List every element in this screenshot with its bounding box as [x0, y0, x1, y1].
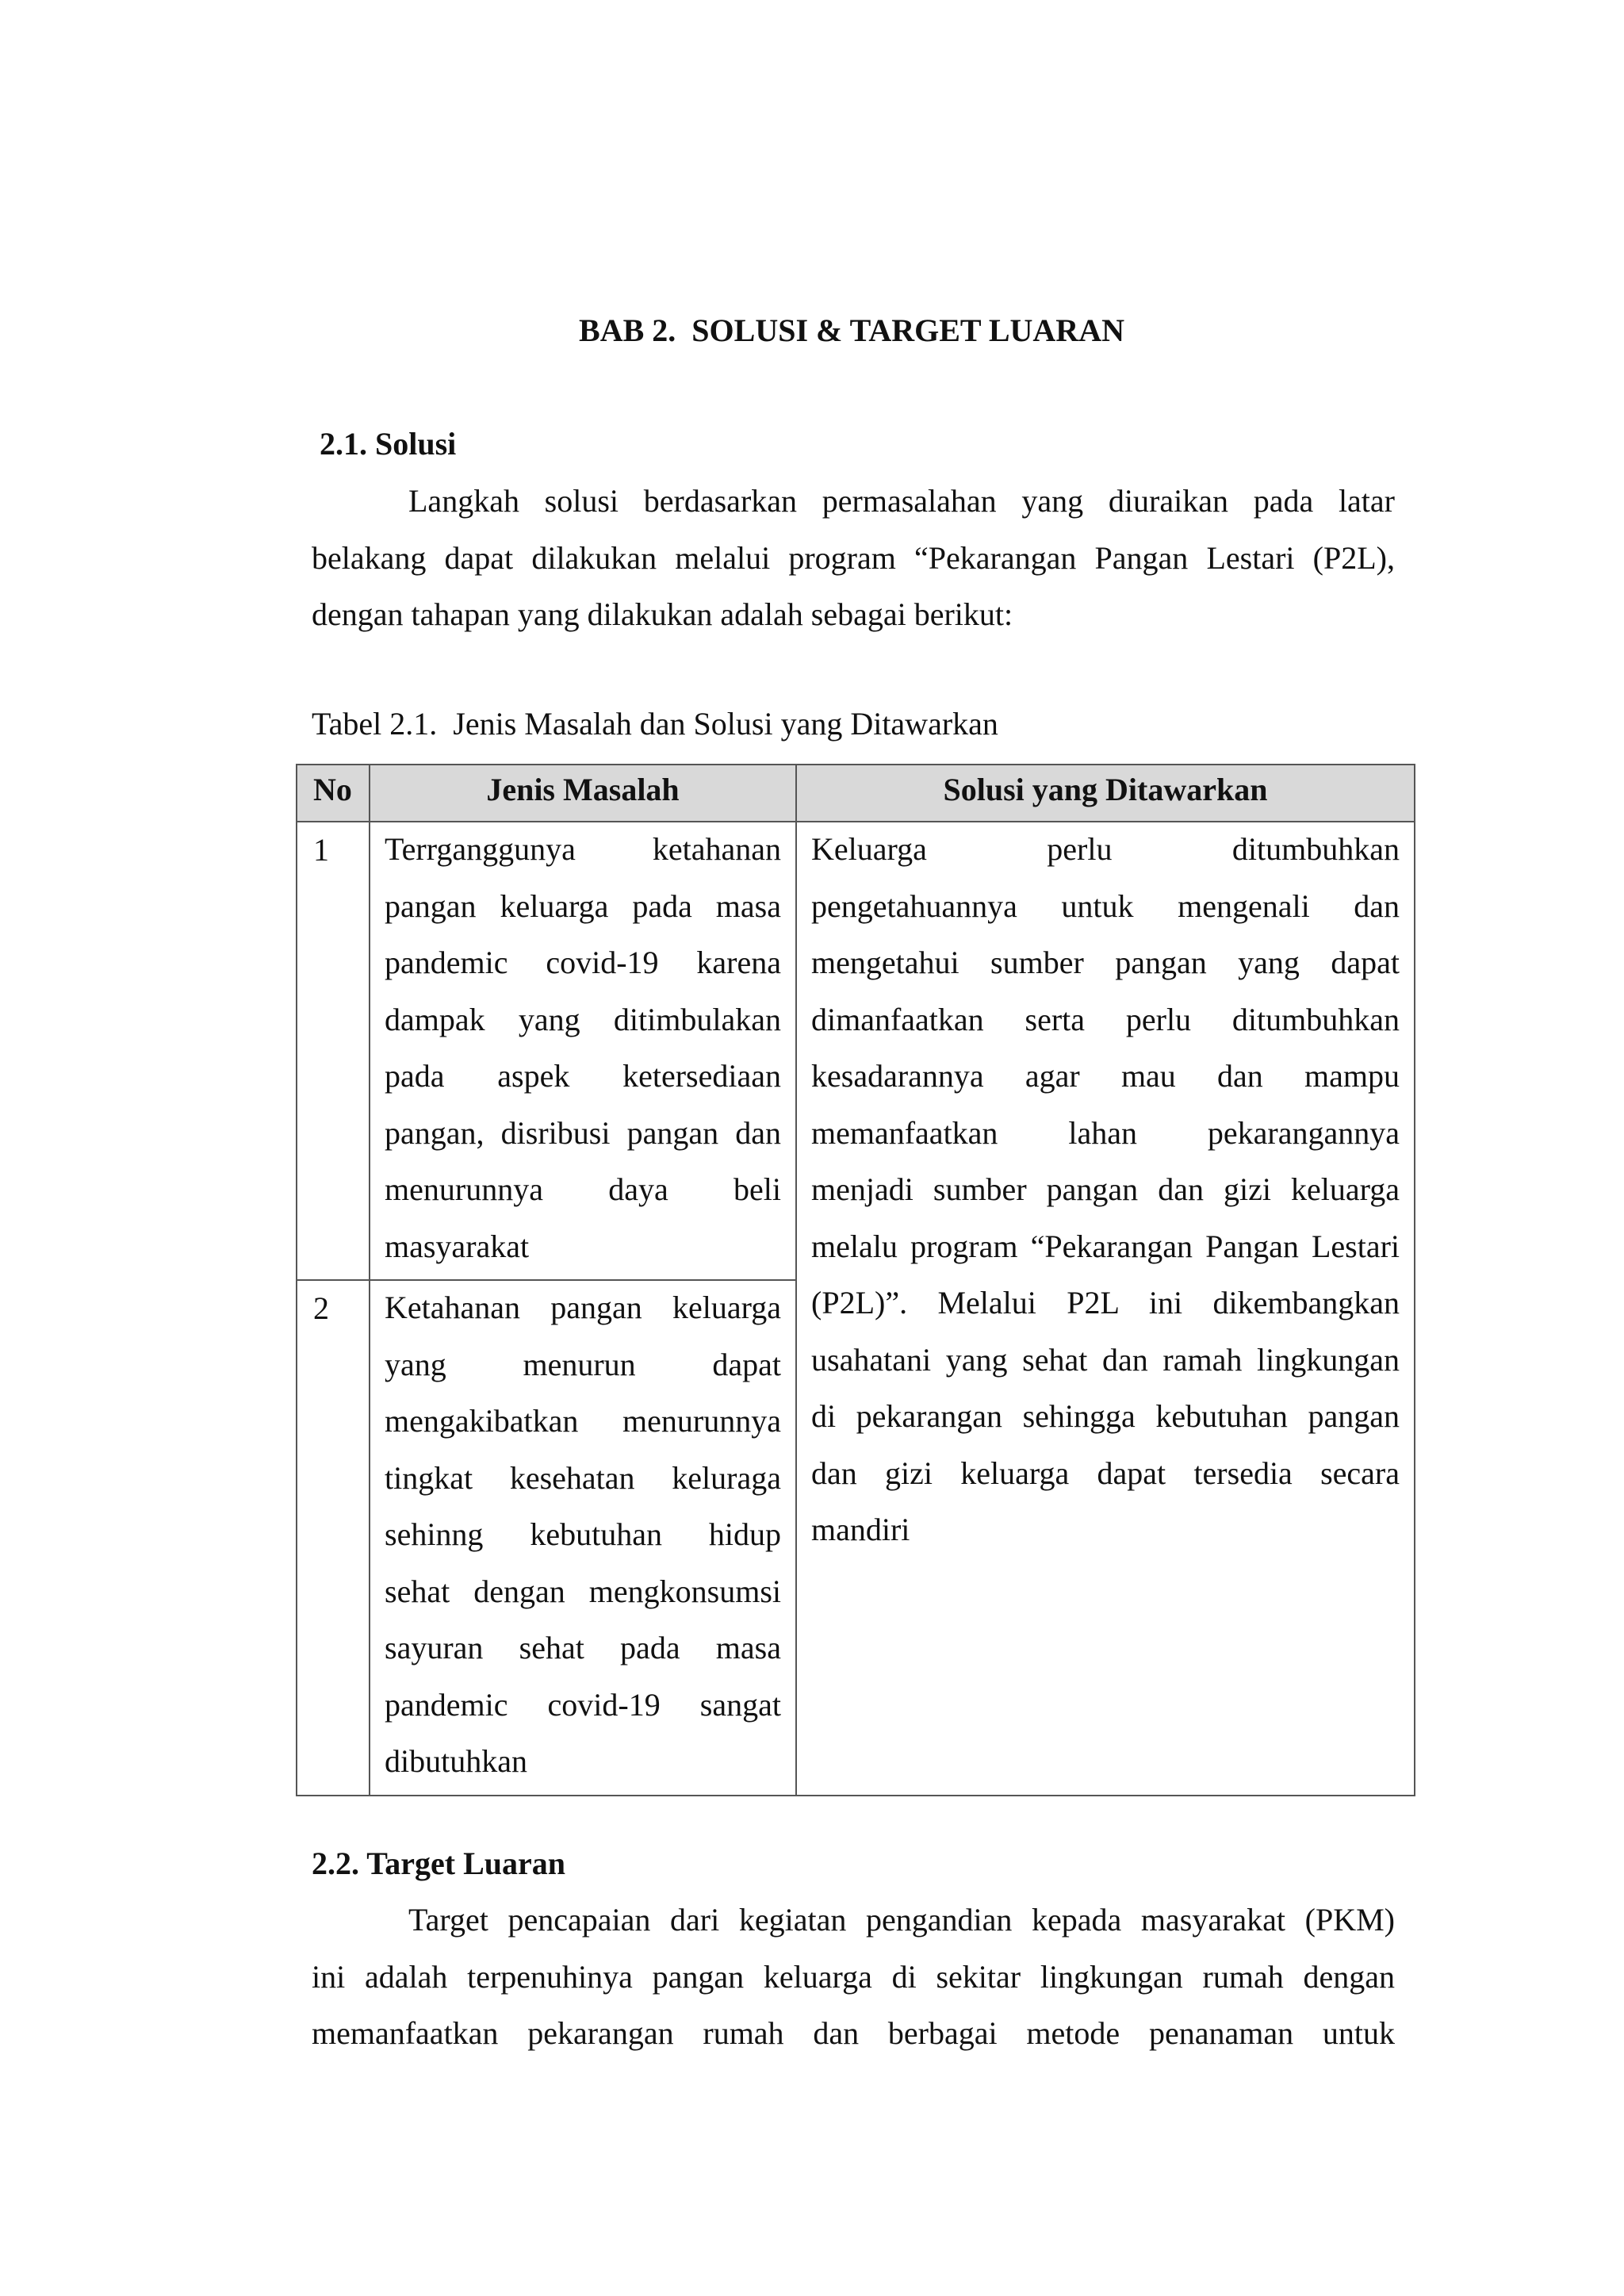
paragraph-line: Target pencapaian dari kegiatan pengandian kepada masyarakat (PKM) — [408, 1902, 1395, 1938]
masalah-cell — [370, 822, 796, 1280]
cell-line: dimanfaatkan serta perlu ditumbuhkan — [811, 1001, 1400, 1037]
paragraph-line: belakang dapat dilakukan melalui program “Pekarangan Pangan Lestari (P2L), — [312, 539, 1395, 576]
cell-line: dampak yang ditimbulakan — [385, 1001, 781, 1037]
cell-line: dibutuhkan — [385, 1743, 527, 1779]
table-caption: Tabel 2.1. Jenis Masalah dan Solusi yang Ditawarkan — [312, 706, 998, 742]
section-heading-solusi: 2.1. Solusi — [320, 426, 457, 462]
solusi-paragraph — [312, 473, 1395, 643]
cell-line: sehinng kebutuhan hidup — [385, 1516, 781, 1552]
paragraph-line: dengan tahapan yang dilakukan adalah sebagai berikut: — [312, 596, 1013, 632]
solusi-cell — [796, 822, 1415, 1796]
cell-line: menurunnya daya beli — [385, 1171, 781, 1207]
row-number: 2 — [297, 1280, 370, 1796]
cell-line: sayuran sehat pada masa — [385, 1630, 781, 1665]
cell-line: menjadi sumber pangan dan gizi keluarga — [811, 1171, 1400, 1207]
cell-line: tingkat kesehatan keluraga — [385, 1459, 781, 1496]
cell-line: Terrganggunya ketahanan — [385, 831, 781, 867]
cell-line: pandemic covid-19 karena — [385, 945, 781, 980]
cell-line: Ketahanan pangan keluarga — [385, 1290, 781, 1325]
table-row — [297, 822, 1415, 1280]
row-number: 1 — [297, 822, 370, 1280]
header-jenis-masalah: Jenis Masalah — [370, 765, 796, 822]
cell-line: pangan keluarga pada masa — [385, 887, 781, 924]
chapter-title: BAB 2. SOLUSI & TARGET LUARAN — [579, 312, 1124, 348]
paragraph-line: memanfaatkan pekarangan rumah dan berbagai metode penanaman untuk — [312, 2015, 1395, 2051]
cell-line: pengetahuannya untuk mengenali dan — [811, 887, 1400, 924]
cell-line: di pekarangan sehingga kebutuhan pangan — [811, 1398, 1400, 1434]
masalah-cell — [370, 1280, 796, 1796]
cell-line: mengetahui sumber pangan yang dapat — [811, 945, 1400, 980]
paragraph-line: ini adalah terpenuhinya pangan keluarga di sekitar lingkungan rumah dengan — [312, 1958, 1395, 1995]
cell-line: kesadarannya agar mau dan mampu — [811, 1058, 1400, 1094]
cell-line: mengakibatkan menurunnya — [385, 1403, 781, 1439]
header-solusi: Solusi yang Ditawarkan — [796, 765, 1415, 822]
section-heading-target-luaran: 2.2. Target Luaran — [312, 1846, 566, 1881]
cell-line: memanfaatkan lahan pekarangannya — [811, 1114, 1400, 1151]
cell-line: pangan, disribusi pangan dan — [385, 1114, 781, 1151]
cell-line: melalu program “Pekarangan Pangan Lestari — [811, 1228, 1400, 1264]
cell-line: pandemic covid-19 sangat — [385, 1686, 781, 1723]
table-header-row — [297, 765, 1415, 822]
cell-line: mandiri — [811, 1512, 910, 1547]
cell-line: Keluarga perlu ditumbuhkan — [811, 831, 1400, 867]
cell-line: yang menurun dapat — [385, 1346, 781, 1382]
target-luaran-paragraph — [312, 1892, 1395, 2062]
cell-line: dan gizi keluarga dapat tersedia secara — [811, 1455, 1400, 1491]
cell-line: sehat dengan mengkonsumsi — [385, 1573, 781, 1609]
header-no: No — [297, 765, 370, 822]
cell-line: pada aspek ketersediaan — [385, 1058, 781, 1094]
cell-line: usahatani yang sehat dan ramah lingkungan — [811, 1341, 1400, 1378]
cell-line: masyarakat — [385, 1228, 530, 1264]
cell-line: (P2L)”. Melalui P2L ini dikembangkan — [811, 1285, 1400, 1320]
paragraph-line: Langkah solusi berdasarkan permasalahan yang diuraikan pada latar — [408, 483, 1395, 519]
problems-solutions-table — [296, 764, 1415, 1796]
